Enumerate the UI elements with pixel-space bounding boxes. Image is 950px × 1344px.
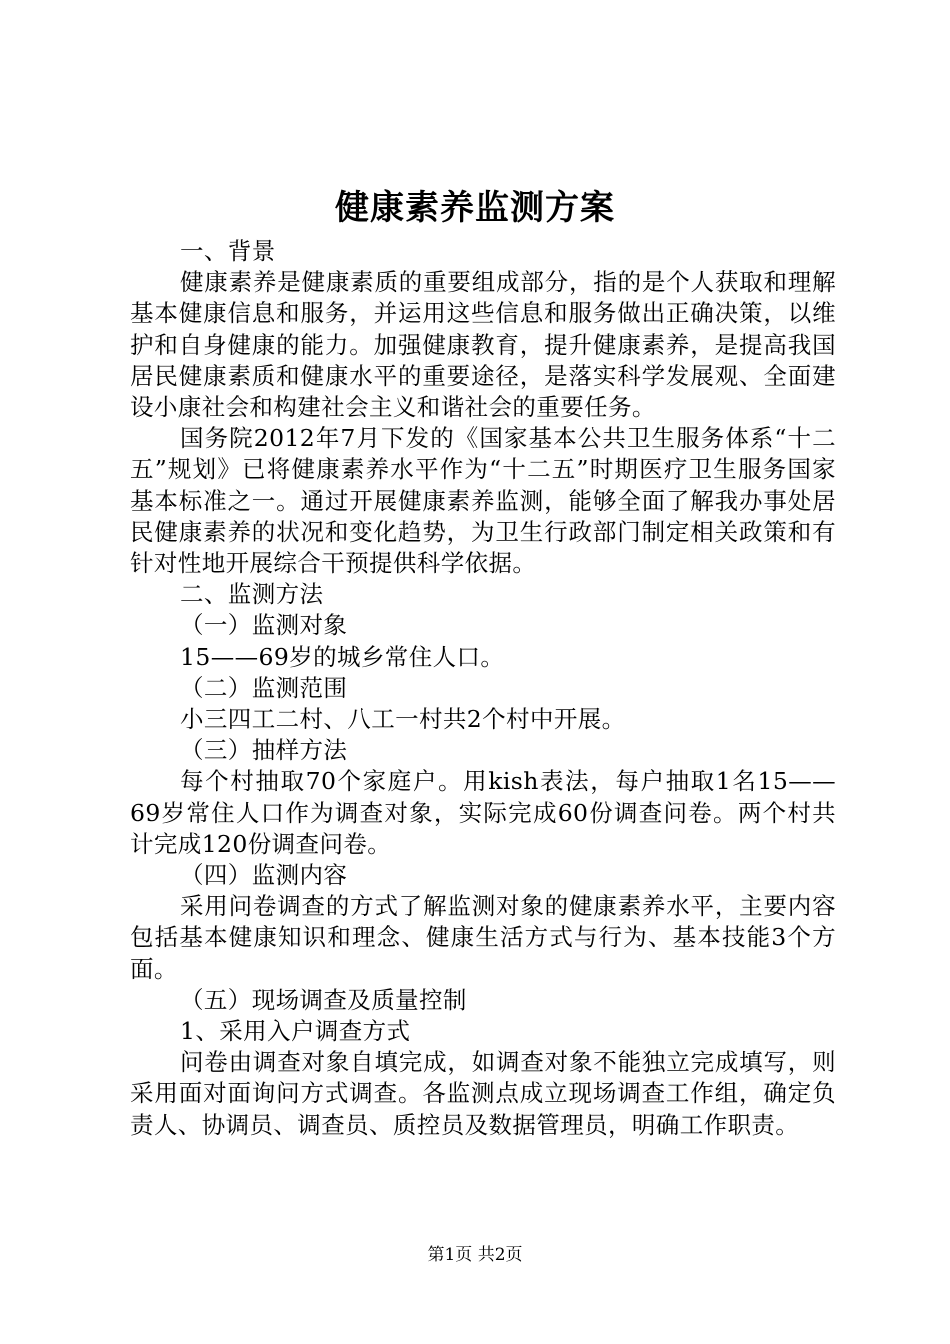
subheading-monitoring-content: （四）监测内容 bbox=[180, 861, 348, 890]
paragraph-health-literacy-definition: 健康素养是健康素质的重要组成部分，指的是个人获取和理解基本健康信息和服务，并运用这些信息和服务做出正确决策，以维护和自身健康的能力。加强健康教育，提升健康素养，是提高我国居民健康素质和健康水平的重要途径，是落实科学发展观、全面建设小康社会和构建社会主义和谐社会的重要任务。 bbox=[130, 268, 836, 422]
subheading-household-survey: 1、采用入户调查方式 bbox=[180, 1017, 411, 1046]
subheading-monitoring-scope: （二）监测范围 bbox=[180, 673, 348, 702]
subheading-field-survey-quality-control: （五）现场调查及质量控制 bbox=[180, 985, 467, 1014]
document-title: 健康素养监测方案 bbox=[335, 188, 615, 228]
section-heading-methods: 二、监测方法 bbox=[180, 580, 324, 609]
section-heading-background: 一、背景 bbox=[180, 237, 276, 265]
paragraph-monitoring-content: 采用问卷调查的方式了解监测对象的健康素养水平，主要内容包括基本健康知识和理念、健康生活方式与行为、基本技能3个方面。 bbox=[130, 892, 836, 983]
subheading-sampling-method: （三）抽样方法 bbox=[180, 736, 348, 765]
paragraph-questionnaire-procedure: 问卷由调查对象自填完成，如调查对象不能独立完成填写，则采用面对面询问方式调查。各监测点成立现场调查工作组，确定负责人、协调员、调查员、质控员及数据管理员，明确工作职责。 bbox=[130, 1048, 836, 1139]
paragraph-state-council-plan: 国务院2012年7月下发的《国家基本公共卫生服务体系“十二五”规划》已将健康素养水平作为“十二五”时期医疗卫生服务国家基本标准之一。通过开展健康素养监测，能够全面了解我办事处居民健康素养的状况和变化趋势，为卫生行政部门制定相关政策和有针对性地开展综合干预提供科学依据。 bbox=[130, 424, 836, 578]
subheading-monitoring-subjects: （一）监测对象 bbox=[180, 611, 348, 640]
page-footer: 第1页 共2页 bbox=[427, 1245, 523, 1265]
paragraph-monitoring-scope: 小三四工二村、八工一村共2个村中开展。 bbox=[180, 705, 626, 734]
paragraph-sampling-method: 每个村抽取70个家庭户。用kish表法，每户抽取1名15——69岁常住人口作为调查对象，实际完成60份调查问卷。两个村共计完成120份调查问卷。 bbox=[130, 767, 836, 858]
document-body bbox=[130, 236, 836, 1141]
paragraph-monitoring-subjects: 15——69岁的城乡常住人口。 bbox=[180, 642, 505, 671]
